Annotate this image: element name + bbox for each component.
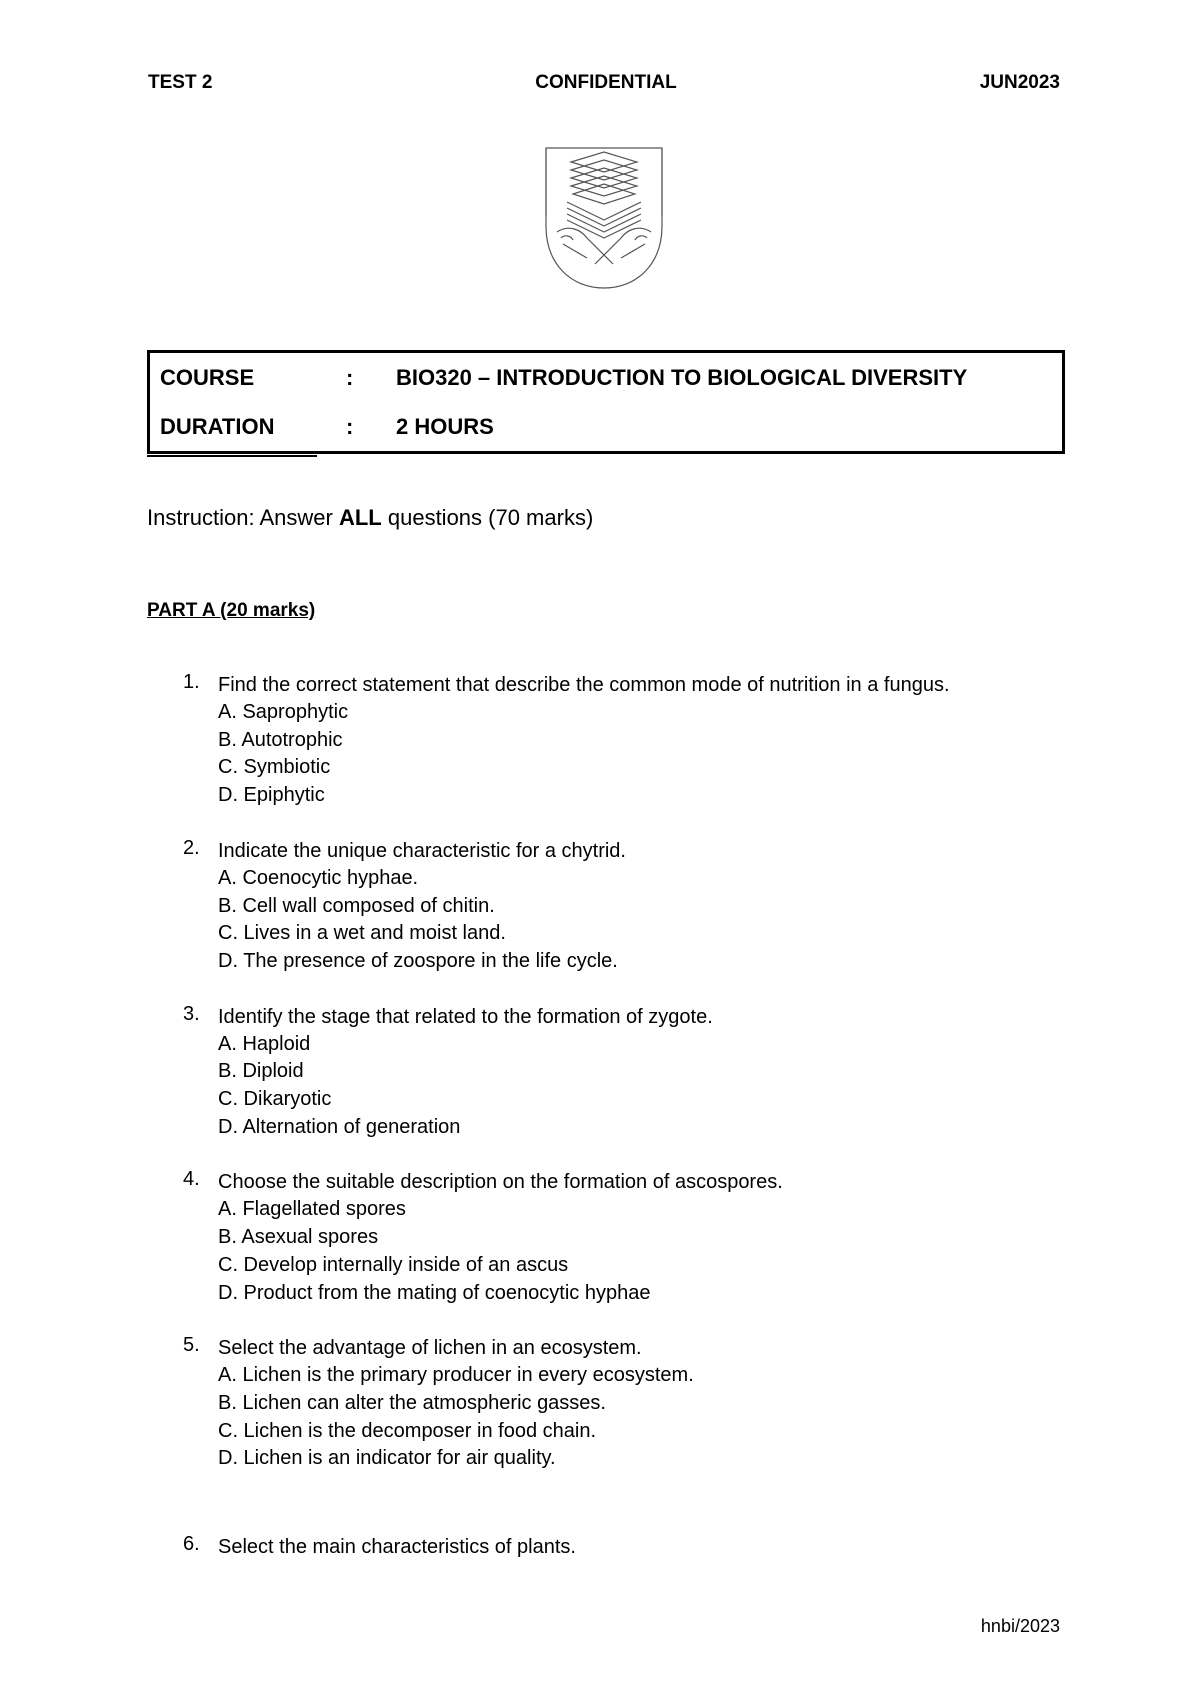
option-d: D. Epiphytic — [218, 784, 325, 807]
footer-code: hnbi/2023 — [980, 1616, 1060, 1636]
question-2 — [183, 837, 1083, 976]
question-text: Choose the suitable description on the formation of ascospores. — [218, 1171, 783, 1194]
university-crest-icon — [543, 146, 665, 290]
duration-label: DURATION — [160, 414, 275, 439]
option-c: C. Lives in a wet and moist land. — [218, 922, 506, 945]
question-number: 5. — [183, 1334, 200, 1357]
question-text: Find the correct statement that describe the common mode of nutrition in a fungus. — [218, 674, 950, 696]
instruction-prefix: Instruction: Answer — [147, 505, 339, 530]
option-c: C. Dikaryotic — [218, 1088, 332, 1111]
question-text: Indicate the unique characteristic for a chytrid. — [218, 839, 626, 862]
instruction-text — [147, 505, 593, 531]
question-text: Select the advantage of lichen in an ecosystem. — [218, 1337, 642, 1360]
question-3 — [183, 1003, 1083, 1142]
option-list — [183, 1196, 1083, 1307]
option-c: C. Lichen is the decomposer in food chain. — [218, 1419, 596, 1442]
option-d: D. The presence of zoospore in the life cycle. — [218, 949, 618, 972]
question-number: 4. — [183, 1168, 200, 1191]
question-number: 1. — [183, 671, 200, 693]
option-a: A. Coenocytic hyphae. — [218, 866, 419, 889]
instruction-suffix: questions (70 marks) — [381, 505, 594, 530]
option-d: D. Alternation of generation — [218, 1115, 461, 1138]
duration-value: 2 HOURS — [396, 414, 494, 439]
question-number: 2. — [183, 836, 200, 859]
course-value: BIO320 – INTRODUCTION TO BIOLOGICAL DIVERSITY — [396, 365, 968, 390]
header-date-label: JUN2023 — [979, 72, 1060, 93]
option-a: A. Flagellated spores — [218, 1198, 406, 1221]
option-b: B. Cell wall composed of chitin. — [218, 894, 495, 917]
option-list — [183, 1031, 1083, 1142]
option-list — [183, 865, 1083, 976]
course-label: COURSE — [160, 365, 255, 390]
course-info-box — [147, 350, 1065, 454]
question-list — [183, 671, 1083, 1561]
header-test-label: TEST 2 — [148, 72, 213, 93]
header-confidential-label: CONFIDENTIAL — [535, 72, 677, 93]
option-b: B. Diploid — [218, 1060, 304, 1083]
box-divider — [147, 455, 317, 457]
course-colon: : — [346, 365, 354, 390]
option-d: D. Product from the mating of coenocytic hyphae — [218, 1281, 651, 1304]
option-d: D. Lichen is an indicator for air quality. — [218, 1447, 556, 1470]
option-c: C. Develop internally inside of an ascus — [218, 1253, 569, 1276]
option-list — [183, 1362, 1083, 1473]
question-6 — [183, 1533, 1083, 1561]
question-text: Identify the stage that related to the formation of zygote. — [218, 1005, 713, 1028]
question-text: Select the main characteristics of plants. — [218, 1536, 576, 1559]
part-a-title: PART A (20 marks) — [147, 600, 316, 621]
option-a: A. Lichen is the primary producer in every ecosystem. — [218, 1364, 694, 1387]
option-a: A. Saprophytic — [218, 701, 349, 723]
question-5 — [183, 1334, 1083, 1473]
question-number: 6. — [183, 1533, 200, 1556]
option-b: B. Autotrophic — [218, 728, 343, 751]
option-c: C. Symbiotic — [218, 756, 331, 779]
option-list — [183, 699, 1083, 810]
question-number: 3. — [183, 1002, 200, 1025]
question-4 — [183, 1168, 1083, 1307]
option-b: B. Asexual spores — [218, 1226, 379, 1249]
option-b: B. Lichen can alter the atmospheric gasses. — [218, 1391, 606, 1414]
question-1 — [183, 671, 1083, 810]
option-a: A. Haploid — [218, 1032, 311, 1055]
duration-colon: : — [346, 414, 354, 439]
instruction-emphasis: ALL — [338, 505, 382, 530]
